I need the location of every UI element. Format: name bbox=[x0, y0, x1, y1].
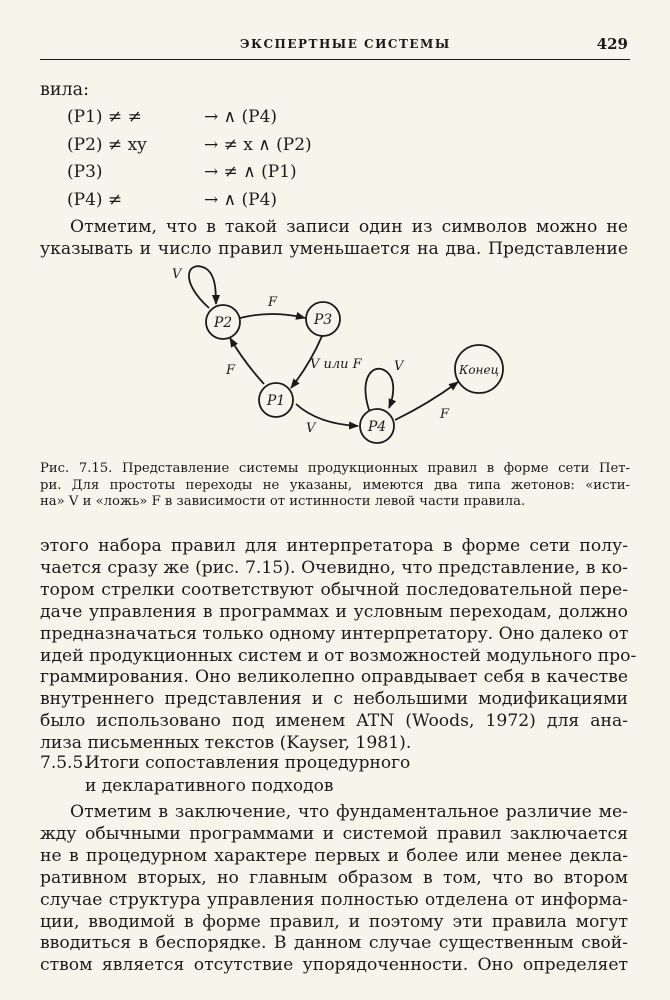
rule-row bbox=[67, 159, 367, 187]
caption-line: на» V и «ложь» F в зависимости от истинности левой части правила. bbox=[40, 494, 526, 510]
edge-label: V или F bbox=[310, 357, 362, 372]
rule-list bbox=[67, 104, 367, 214]
rule-rhs: → ≠ x ∧ (P2) bbox=[204, 134, 312, 155]
page-number: 429 bbox=[596, 35, 628, 53]
node-label: Конец bbox=[459, 363, 499, 377]
text-line: указывать и число правил уменьшается на два. Представление bbox=[40, 238, 628, 259]
section-title-line2: и декларативного подходов bbox=[85, 776, 334, 796]
node-label: P3 bbox=[313, 312, 333, 328]
text-line: предназначаться только одному интерпретатору. Оно далеко от bbox=[40, 623, 629, 644]
rule-rhs: → ∧ (P4) bbox=[204, 107, 278, 127]
section-title-line1: Итоги сопоставления процедурного bbox=[85, 753, 411, 773]
text-line: не в процедурном характере первых и более или менее декла- bbox=[40, 845, 628, 866]
text-line: было использовано под именем ATN (Woods, 1972) для ана- bbox=[40, 711, 628, 732]
node-label: P4 bbox=[367, 419, 387, 435]
caption-line: ри. Для простоты переходы не указаны, имеются два типа жетонов: «исти- bbox=[40, 477, 630, 493]
section-number: 7.5.5. bbox=[40, 753, 89, 773]
text-line: случае структура управления полностью отделена от информа- bbox=[40, 889, 628, 910]
edge-label: F bbox=[440, 407, 450, 422]
node-label: P1 bbox=[266, 393, 286, 409]
figure-caption bbox=[40, 461, 630, 511]
rule-lhs: (P2) ≠ xy bbox=[67, 134, 147, 155]
rule-row bbox=[67, 132, 367, 160]
text-line: ративном вторых, но главным образом в том, что во втором bbox=[40, 867, 628, 888]
rule-rhs: → ∧ (P4) bbox=[204, 189, 278, 210]
petri-net-diagram bbox=[160, 260, 520, 450]
intro-fragment: вила: bbox=[40, 80, 89, 100]
text-line: внутреннего представления и с небольшими модификациями bbox=[40, 689, 628, 710]
text-line: жду обычными программами и системой правил заключается bbox=[40, 823, 628, 844]
edge-p1-p2 bbox=[230, 338, 264, 384]
edge-p2-p3 bbox=[240, 314, 305, 318]
text-line: этого набора правил для интерпретатора в форме сети полу- bbox=[40, 536, 628, 556]
rule-row bbox=[67, 104, 367, 132]
text-line: даче управления в программах и условным переходам, должно bbox=[40, 601, 628, 622]
rule-lhs: (P4) ≠ bbox=[67, 189, 123, 210]
paragraph-3 bbox=[40, 802, 628, 977]
text-line: тором стрелки соответствуют обычной последовательной пере- bbox=[40, 579, 628, 600]
petri-net-figure bbox=[160, 260, 520, 450]
text-line: ством является отсутствие упорядоченности. Оно определяет bbox=[40, 955, 628, 976]
text-line: Отметим в заключение, что фундаментальное различие ме- bbox=[70, 802, 628, 822]
text-line: граммирования. Оно великолепно оправдывает себя в качестве bbox=[40, 667, 628, 688]
rule-row bbox=[67, 187, 367, 215]
edge-p4-self bbox=[365, 369, 393, 410]
running-head: ЭКСПЕРТНЫЕ СИСТЕМЫ bbox=[240, 37, 451, 51]
node-label: P2 bbox=[213, 315, 233, 331]
text-line: идей продукционных систем и от возможностей модульного про- bbox=[40, 645, 637, 666]
paragraph-1 bbox=[40, 217, 628, 261]
rule-rhs: → ≠ ∧ (P1) bbox=[204, 162, 297, 182]
caption-line: Рис. 7.15. Представление системы продукционных правил в форме сети Пет- bbox=[40, 461, 630, 476]
section-heading bbox=[40, 752, 410, 798]
paragraph-2 bbox=[40, 536, 637, 755]
text-line: вводиться в беспорядке. В данном случае существенным свой- bbox=[40, 933, 628, 954]
text-line: ции, вводимой в форме правил, и поэтому эти правила могут bbox=[40, 911, 628, 932]
edge-p2-self bbox=[189, 266, 216, 308]
edge-label: F bbox=[226, 363, 236, 378]
rule-lhs: (P1) ≠ ≠ bbox=[67, 107, 142, 127]
rule-lhs: (P3) bbox=[67, 162, 103, 182]
edge-label: F bbox=[268, 295, 278, 310]
edge-label: V bbox=[172, 267, 182, 282]
page-header bbox=[40, 33, 630, 60]
edge-label: V bbox=[306, 421, 316, 436]
text-line: чается сразу же (рис. 7.15). Очевидно, что представление, в ко- bbox=[40, 557, 628, 578]
text-line: лиза письменных текстов (Kayser, 1981). bbox=[40, 733, 412, 754]
text-line: Отметим, что в такой записи один из символов можно не bbox=[70, 217, 628, 237]
edge-label: V bbox=[394, 359, 404, 374]
